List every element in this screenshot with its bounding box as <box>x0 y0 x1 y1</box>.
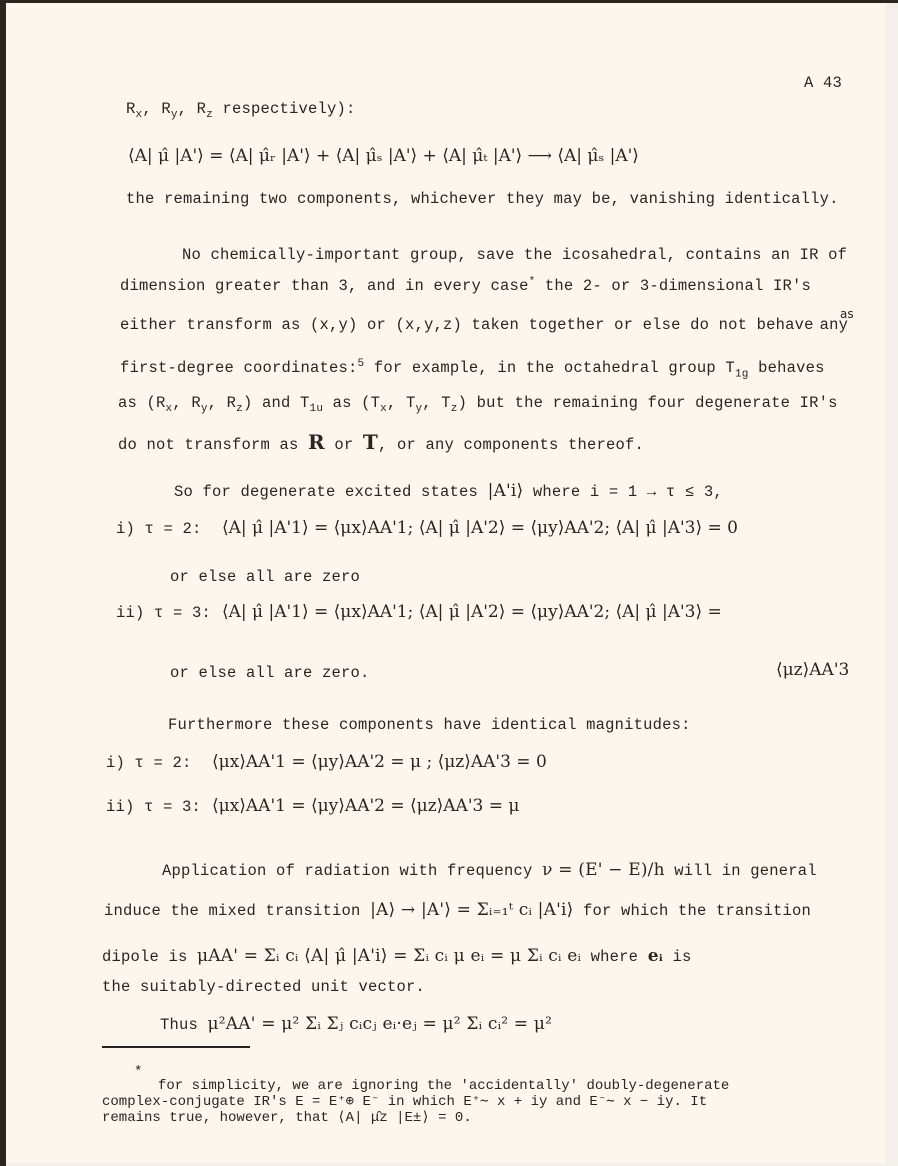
case-label: ii) τ = 3: <box>116 604 212 622</box>
equation-thus: μ²AA' = μ² Σᵢ Σⱼ cᵢcⱼ eᵢ·eⱼ = μ² Σᵢ cᵢ² = μ² <box>207 1014 553 1034</box>
text-fragment: where <box>590 948 639 966</box>
text-fragment: will in general <box>674 862 817 880</box>
equation-transition: |A⟩ → |A'⟩ = Σᵢ₌₁ᵗ cᵢ |A'i⟩ <box>370 900 574 920</box>
text-line <box>104 900 811 920</box>
text-line <box>120 276 811 295</box>
text-fragment: for which the transition <box>582 902 811 920</box>
unit-vector-symbol: eᵢ <box>647 946 663 966</box>
text-fragment: or <box>334 436 354 454</box>
text-fragment: where i = 1 → τ ≤ 3, <box>532 483 723 501</box>
text-line <box>102 946 692 966</box>
text-line: or else all are zero. <box>170 664 370 682</box>
text-line <box>174 481 723 501</box>
handwritten-insert: as <box>840 307 854 321</box>
subscript: 1g <box>734 368 749 381</box>
text-line: No chemically-important group, save the icosahedral, contains an IR of <box>182 246 848 264</box>
footnote-line: remains true, however, that ⟨A| μ̂z |E±⟩ = 0. <box>102 1110 472 1126</box>
text-fragment: induce the mixed transition <box>104 902 361 920</box>
text-line: the suitably-directed unit vector. <box>102 978 426 996</box>
text-fragment: Application of radiation with frequency <box>162 862 533 880</box>
text-line: or else all are zero <box>170 568 361 586</box>
text-line: as ($R_x$, $R_y$, $R_z$) and $T_{1u}$ as ($T_x$, $T_y$, $T_z$) but the remaining four degenerate IR's <box>118 394 838 416</box>
equation-magnitude-ii: ⟨μx⟩AA'1 = ⟨μy⟩AA'2 = ⟨μz⟩AA'3 = μ <box>212 796 520 816</box>
text-fragment: , or any components thereof. <box>378 436 645 454</box>
text-fragment: So for degenerate excited states <box>174 483 479 501</box>
text-fragment: any <box>819 316 849 334</box>
equation-case-i: ⟨A| μ̂ |A'1⟩ = ⟨μx⟩AA'1; ⟨A| μ̂ |A'2⟩ = ⟨μy⟩AA'2; ⟨A| μ̂ |A'3⟩ = 0 <box>222 518 738 538</box>
equation-main: ⟨A| μ̂ |A'⟩ = ⟨A| μ̂ᵣ |A'⟩ + ⟨A| μ̂ₛ |A'⟩ + ⟨A| μ̂ₜ |A'⟩ ⟶ ⟨A| μ̂ₛ |A'⟩ <box>128 146 639 166</box>
text-fragment: first-degree coordinates: <box>120 359 358 378</box>
text-fragment: for example, in the octahedral group T <box>373 359 735 378</box>
equation-case-ii-continued: ⟨μz⟩AA'3 <box>776 660 850 680</box>
text-line-rxyz: $R_x$, $R_y$, $R_z$ respectively): <box>126 100 356 122</box>
footnote-divider <box>102 1046 250 1048</box>
text-fragment: dipole is <box>102 948 188 966</box>
case-label: i) τ = 2: <box>106 754 192 772</box>
page-number: A 43 <box>804 74 843 92</box>
text-fragment: dimension greater than 3, and in every case <box>120 277 529 296</box>
case-label: ii) τ = 3: <box>106 798 202 816</box>
reference-number: 5 <box>357 358 365 370</box>
equation-magnitude-i: ⟨μx⟩AA'1 = ⟨μy⟩AA'2 = μ ; ⟨μz⟩AA'3 = 0 <box>212 752 547 772</box>
text-fragment: is <box>672 948 692 966</box>
text-fragment: and T <box>262 394 310 412</box>
text-line <box>120 358 825 380</box>
text-line <box>118 430 644 454</box>
text-line <box>162 860 817 880</box>
footnote-marker: * <box>134 1064 143 1080</box>
text-fragment: the 2- or 3-dimensional IR's <box>544 277 811 296</box>
equation-state: |A'i⟩ <box>487 481 524 501</box>
equation-case-ii: ⟨A| μ̂ |A'1⟩ = ⟨μx⟩AA'1; ⟨A| μ̂ |A'2⟩ = ⟨μy⟩AA'2; ⟨A| μ̂ |A'3⟩ = <box>222 602 722 622</box>
symbol-R: R <box>308 430 325 454</box>
text-line <box>160 1014 552 1034</box>
text-fragment: do not transform as <box>118 436 299 454</box>
subscript: 1u <box>309 403 324 416</box>
text-fragment: as (R <box>118 394 166 412</box>
text-line <box>120 316 848 334</box>
text-line: Furthermore these components have identical magnitudes: <box>168 716 691 734</box>
text-fragment: Thus <box>160 1016 199 1034</box>
footnote-line: for simplicity, we are ignoring the 'accidentally' doubly-degenerate <box>158 1078 730 1094</box>
text-line: the remaining two components, whichever they may be, vanishing identically. <box>126 190 839 208</box>
case-label: i) τ = 2: <box>116 520 202 538</box>
footnote-line: complex-conjugate IR's E = E⁺⊕ E⁻ in which E⁺∼ x + iy and E⁻∼ x − iy. It <box>102 1094 708 1110</box>
text-fragment: but the remaining four degenerate IR's <box>476 394 838 412</box>
footnote-marker: * <box>528 276 536 288</box>
equation-frequency: ν = (E' − E)/h <box>542 860 665 880</box>
equation-dipole: μAA' = Σᵢ cᵢ ⟨A| μ̂ |A'i⟩ = Σᵢ cᵢ μ eᵢ = μ Σᵢ cᵢ eᵢ <box>197 946 582 966</box>
text-fragment: behaves <box>758 359 825 378</box>
symbol-T: T <box>362 430 379 454</box>
text-fragment: either transform as (x,y) or (x,y,z) taken together or else do not behave <box>120 316 814 334</box>
